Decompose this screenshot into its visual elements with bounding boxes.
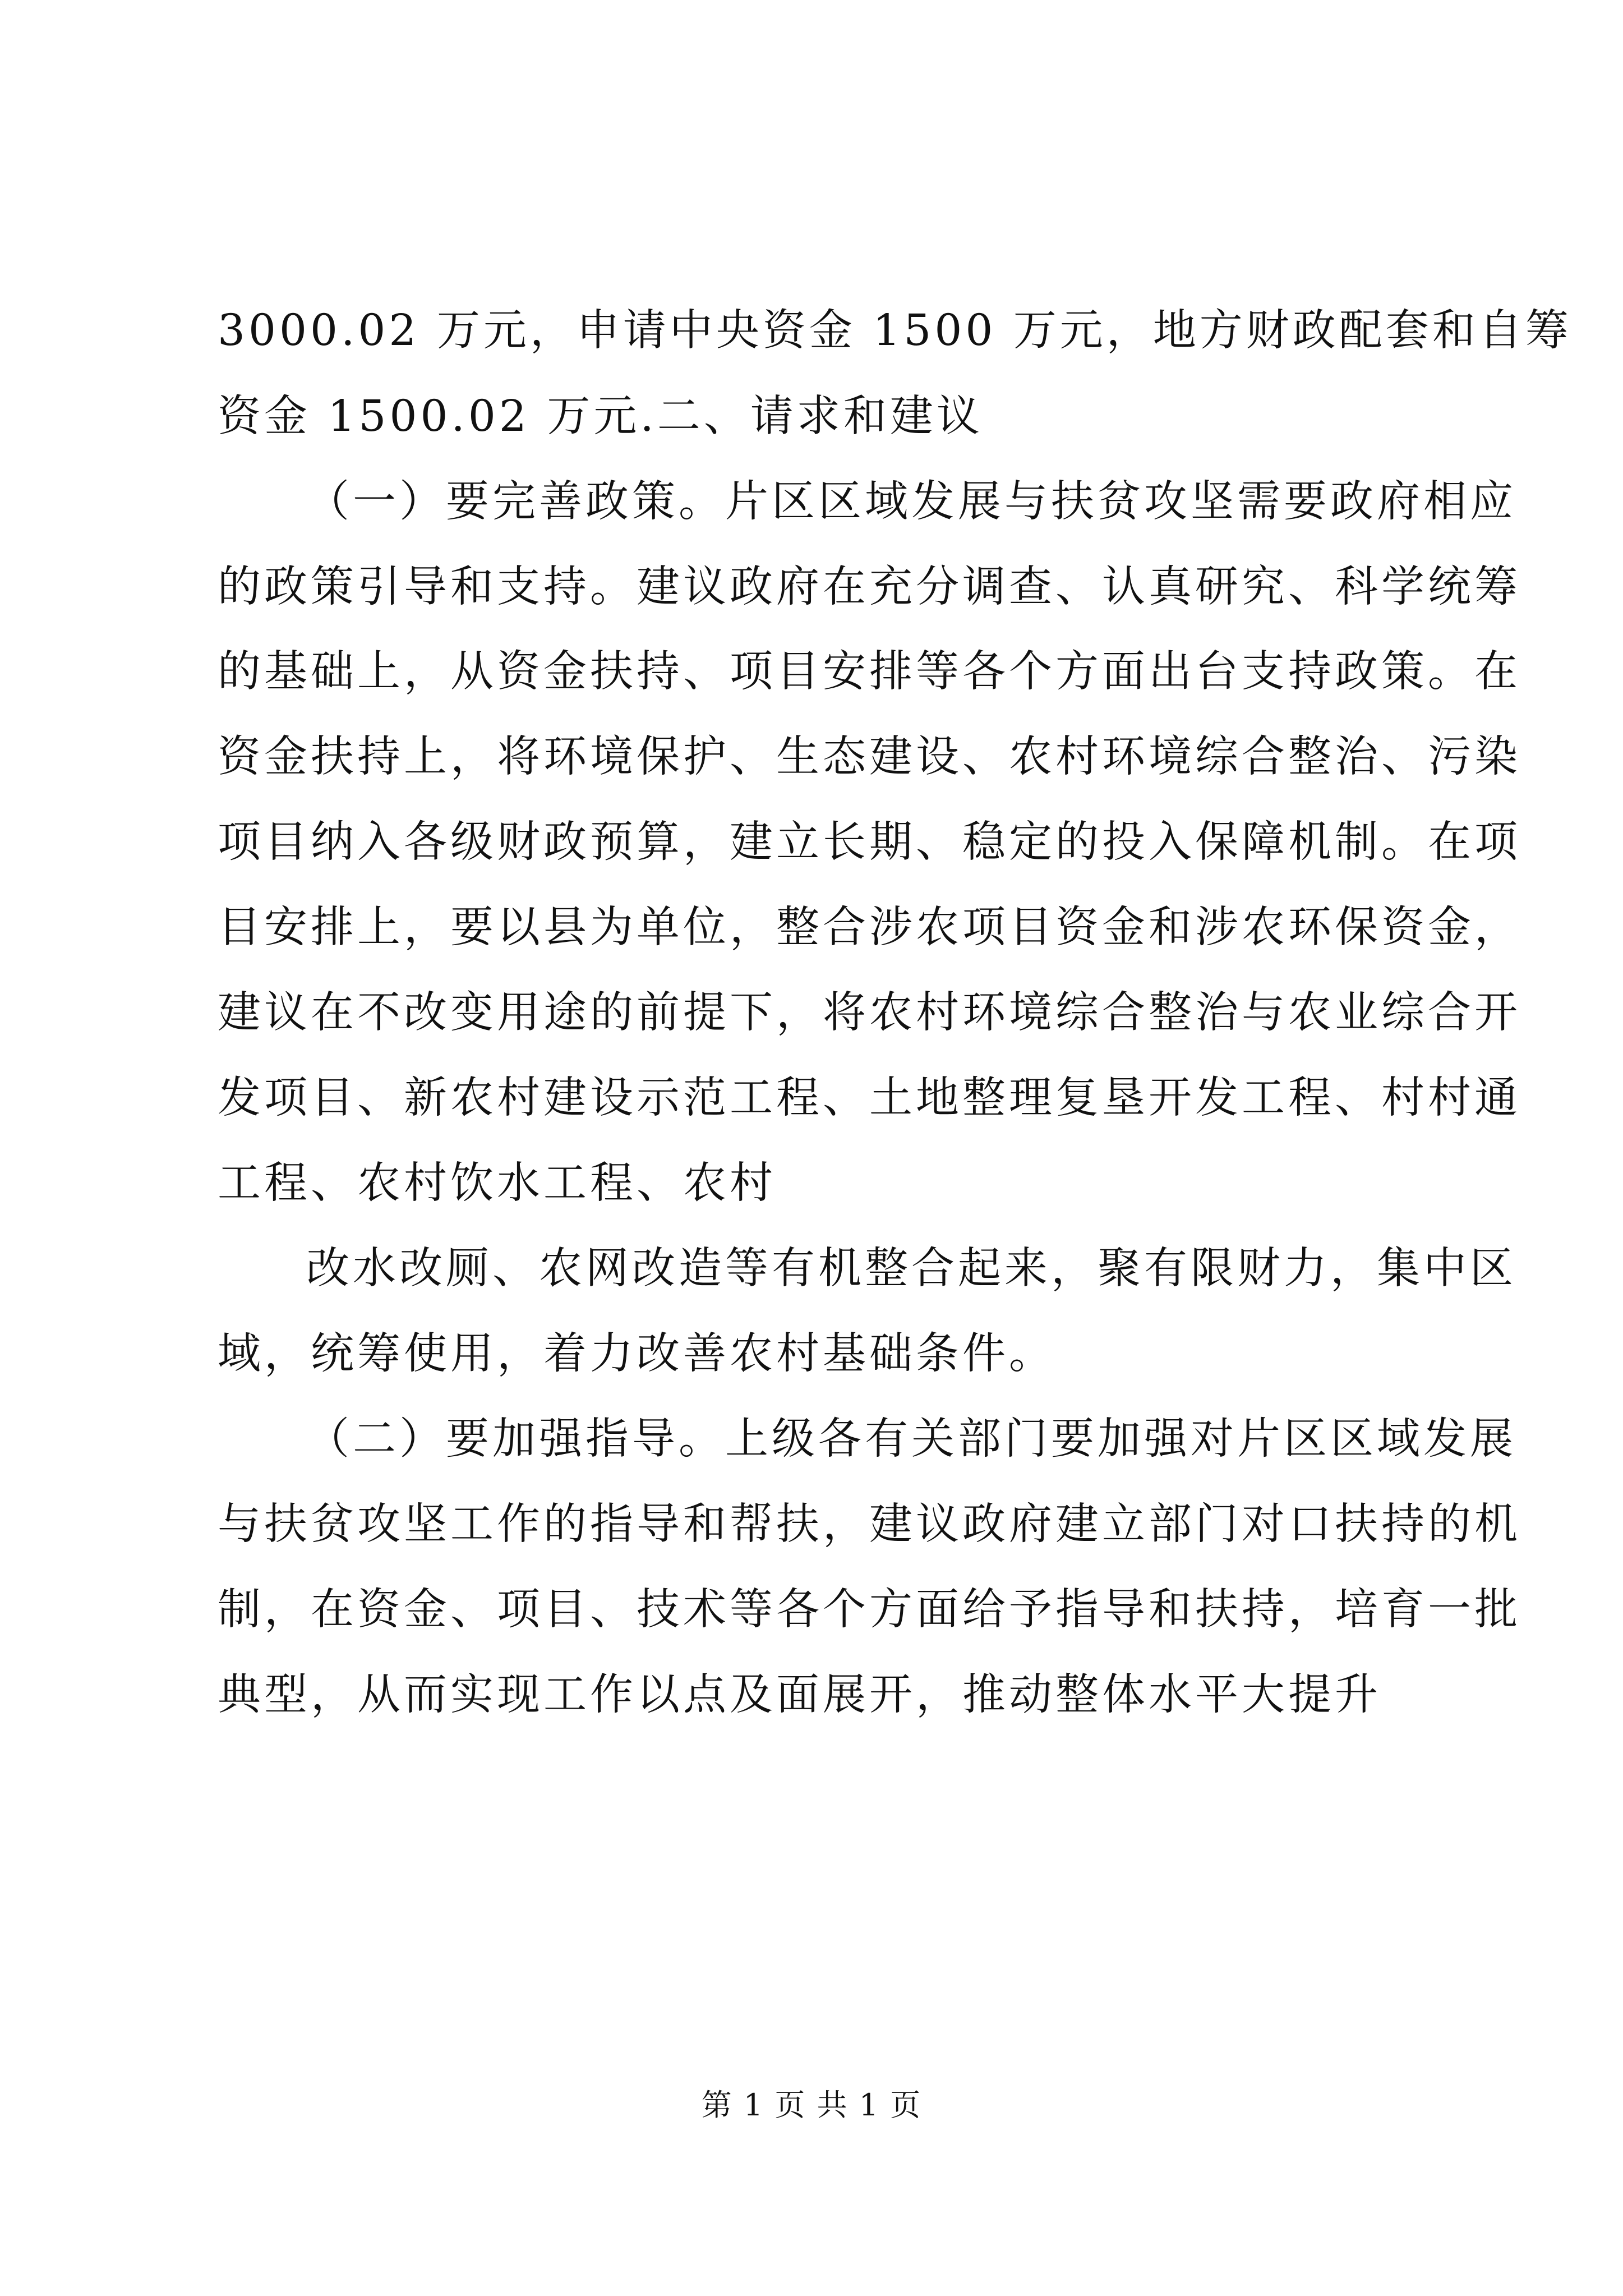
body-text-line: 制，在资金、项目、技术等各个方面给予指导和扶持，培育一批: [218, 1585, 1521, 1635]
body-text-line: 目安排上，要以县为单位，整合涉农项目资金和涉农环保资金，: [218, 903, 1521, 953]
body-text-line: 建议在不改变用途的前提下，将农村环境综合整治与农业综合开: [218, 988, 1521, 1038]
body-text-line: 与扶贫攻坚工作的指导和帮扶，建议政府建立部门对口扶持的机: [218, 1499, 1521, 1549]
body-text-line: 域，统筹使用，着力改善农村基础条件。: [218, 1329, 1055, 1379]
page-footer: 第 1 页 共 1 页: [701, 2087, 922, 2123]
body-text-line: 的基础上，从资金扶持、项目安排等各个方面出台支持政策。在: [218, 647, 1521, 697]
body-text-line: 资金 1500.02 万元.二、请求和建议: [218, 392, 983, 441]
body-text-line: 的政策引导和支持。建议政府在充分调查、认真研究、科学统筹: [218, 562, 1521, 612]
section-heading-line: （一）要完善政策。片区区域发展与扶贫攻坚需要政府相应: [306, 477, 1516, 527]
body-text-line: 发项目、新农村建设示范工程、土地整理复垦开发工程、村村通: [218, 1073, 1521, 1123]
body-text-line: 3000.02 万元，申请中央资金 1500 万元，地方财政配套和自筹: [218, 306, 1572, 356]
body-text-line: 资金扶持上，将环境保护、生态建设、农村环境综合整治、污染: [218, 732, 1521, 782]
body-text-line: 项目纳入各级财政预算，建立长期、稳定的投入保障机制。在项: [218, 817, 1521, 867]
body-text-line: 改水改厕、农网改造等有机整合起来，聚有限财力，集中区: [306, 1244, 1516, 1294]
body-text-line: 典型，从而实现工作以点及面展开，推动整体水平大提升: [218, 1670, 1381, 1720]
section-heading-line: （二）要加强指导。上级各有关部门要加强对片区区域发展: [306, 1414, 1516, 1464]
body-text-line: 工程、农村饮水工程、农村: [218, 1158, 776, 1208]
